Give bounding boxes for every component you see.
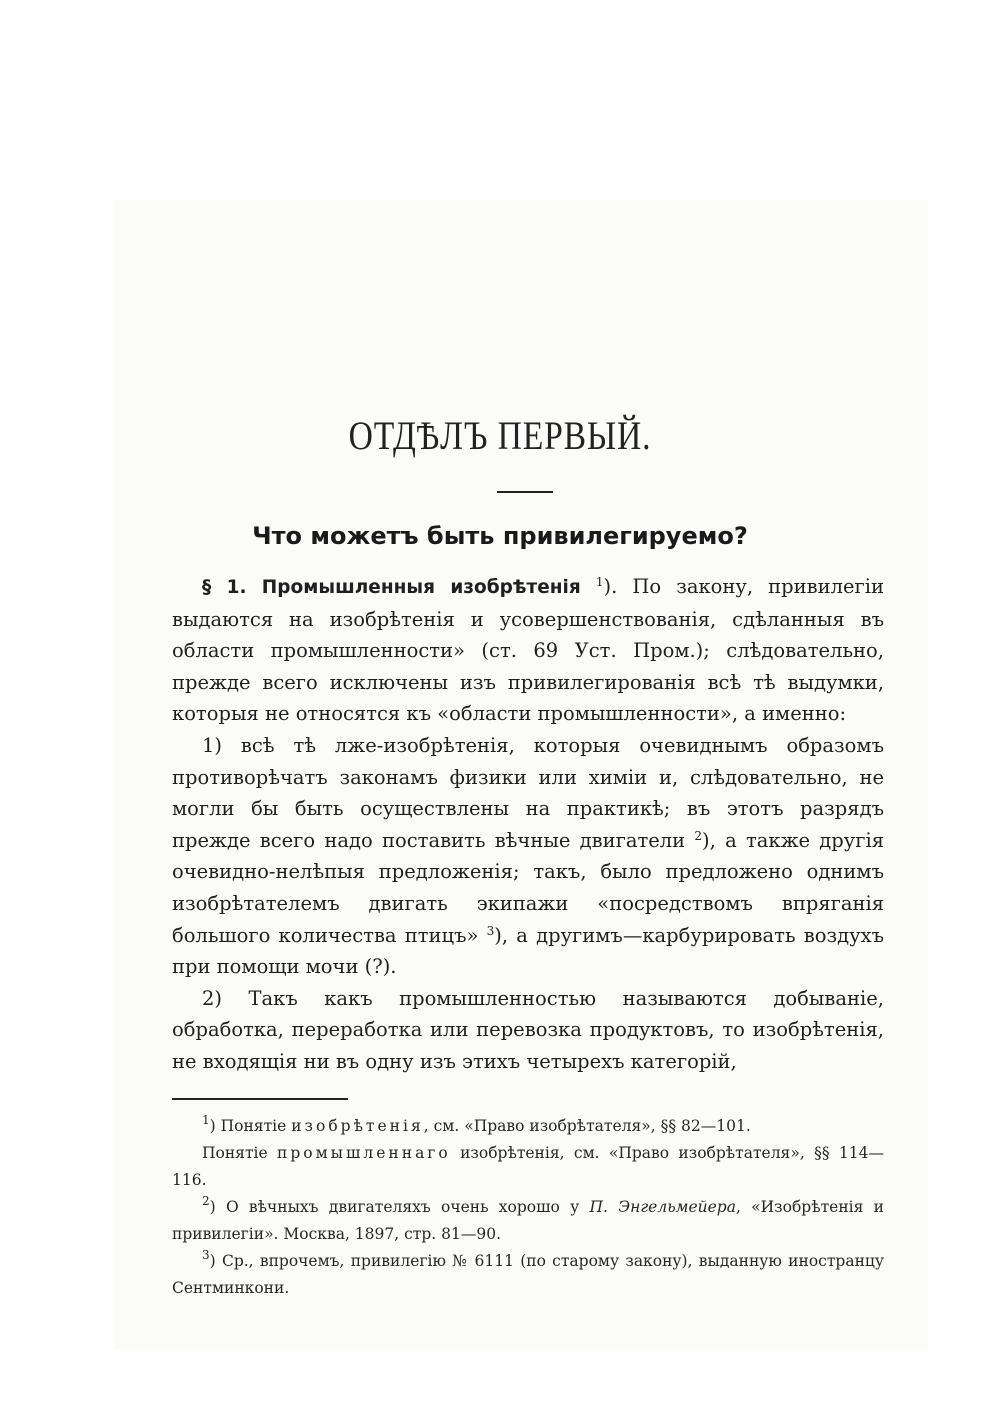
footnotes	[172, 1113, 884, 1302]
footnote-ref-1: 1	[595, 575, 604, 589]
footnote-1c-spaced-term: промышленнаго	[277, 1144, 451, 1162]
title-divider	[497, 491, 553, 493]
paragraph-2-text-c: ), а другимъ—карбурировать воздухъ при помощи мочи (?).	[172, 923, 884, 979]
footnote-3-marker: 3	[202, 1248, 210, 1262]
footnote-divider	[172, 1098, 348, 1100]
footnote-2-marker: 2	[202, 1194, 210, 1208]
footnote-1-spaced-term: изобрѣтенія	[291, 1117, 424, 1135]
footnote-3-text: ) Ср., впрочемъ, привилегію № 6111 (по старому закону), выданную иностранцу Сентминкони.	[172, 1252, 884, 1297]
paragraph-2	[172, 730, 884, 983]
paragraph-heading: § 1. Промышленныя изобрѣтенія	[202, 577, 581, 598]
footnote-2-author: П. Энгельмейера	[589, 1198, 736, 1216]
footnote-2-text-b: , «Изобрѣтенія и привилегіи». Москва, 1897, стр. 81—90.	[172, 1198, 884, 1243]
footnote-1-continued	[172, 1140, 884, 1194]
paragraph-3-text: 2) Такъ какъ промышленностью называются добываніе, обработка, переработка или перевозка продуктовъ, то изобрѣтенія, не входящія ни въ одну изъ этихъ четырехъ категорій,	[172, 986, 884, 1073]
paragraph-2-text-b: ), а также другія очевидно-нелѣпыя предложенія; такъ, было предложено однимъ изобрѣтателемъ двигать экипажи «посредствомъ впряганія большого количества птицъ»	[172, 828, 885, 947]
footnote-2	[172, 1194, 884, 1248]
footnote-3	[172, 1248, 884, 1302]
main-text	[172, 571, 884, 1078]
footnote-2-text-a: ) О вѣчныхъ двигателяхъ очень хорошо у	[209, 1198, 590, 1216]
footnote-1-text-b: , см. «Право изобрѣтателя», §§ 82—101.	[423, 1117, 751, 1135]
paragraph-2-text-a: 1) всѣ тѣ лже-изобрѣтенія, которыя очевиднымъ образомъ противорѣчатъ законамъ физики или химіи и, слѣдовательно, не могли бы быть осуществлены на практикѣ; въ этотъ разрядъ прежде всего надо поставить вѣчные двигатели	[172, 733, 884, 852]
footnote-1c-text-b: изобрѣтенія, см. «Право изобрѣтателя», §§ 114—116.	[172, 1144, 884, 1189]
section-subtitle: Что можетъ быть привилегируемо?	[252, 522, 748, 550]
paragraph-1	[172, 571, 884, 730]
footnote-1-text-a: ) Понятіе	[209, 1117, 292, 1135]
footnote-ref-3: 3	[486, 923, 495, 938]
footnote-ref-2: 2	[694, 828, 703, 843]
footnote-1-marker: 1	[202, 1113, 210, 1127]
footnote-1	[172, 1113, 884, 1140]
footnote-1c-text-a: Понятіе	[202, 1144, 277, 1162]
paragraph-3	[172, 983, 884, 1078]
section-title: ОТДѢЛЪ ПЕРВЫЙ.	[348, 413, 652, 458]
paragraph-1-text: ). По закону, привилегіи выдаются на изобрѣтенія и усовершенствованія, сдѣланныя въ области промышленности» (ст. 69 Уст. Пром.); слѣдовательно, прежде всего исключены изъ привилегированія всѣ тѣ выдумки, которыя не относятся къ «области промышленности», а именно:	[172, 575, 884, 726]
